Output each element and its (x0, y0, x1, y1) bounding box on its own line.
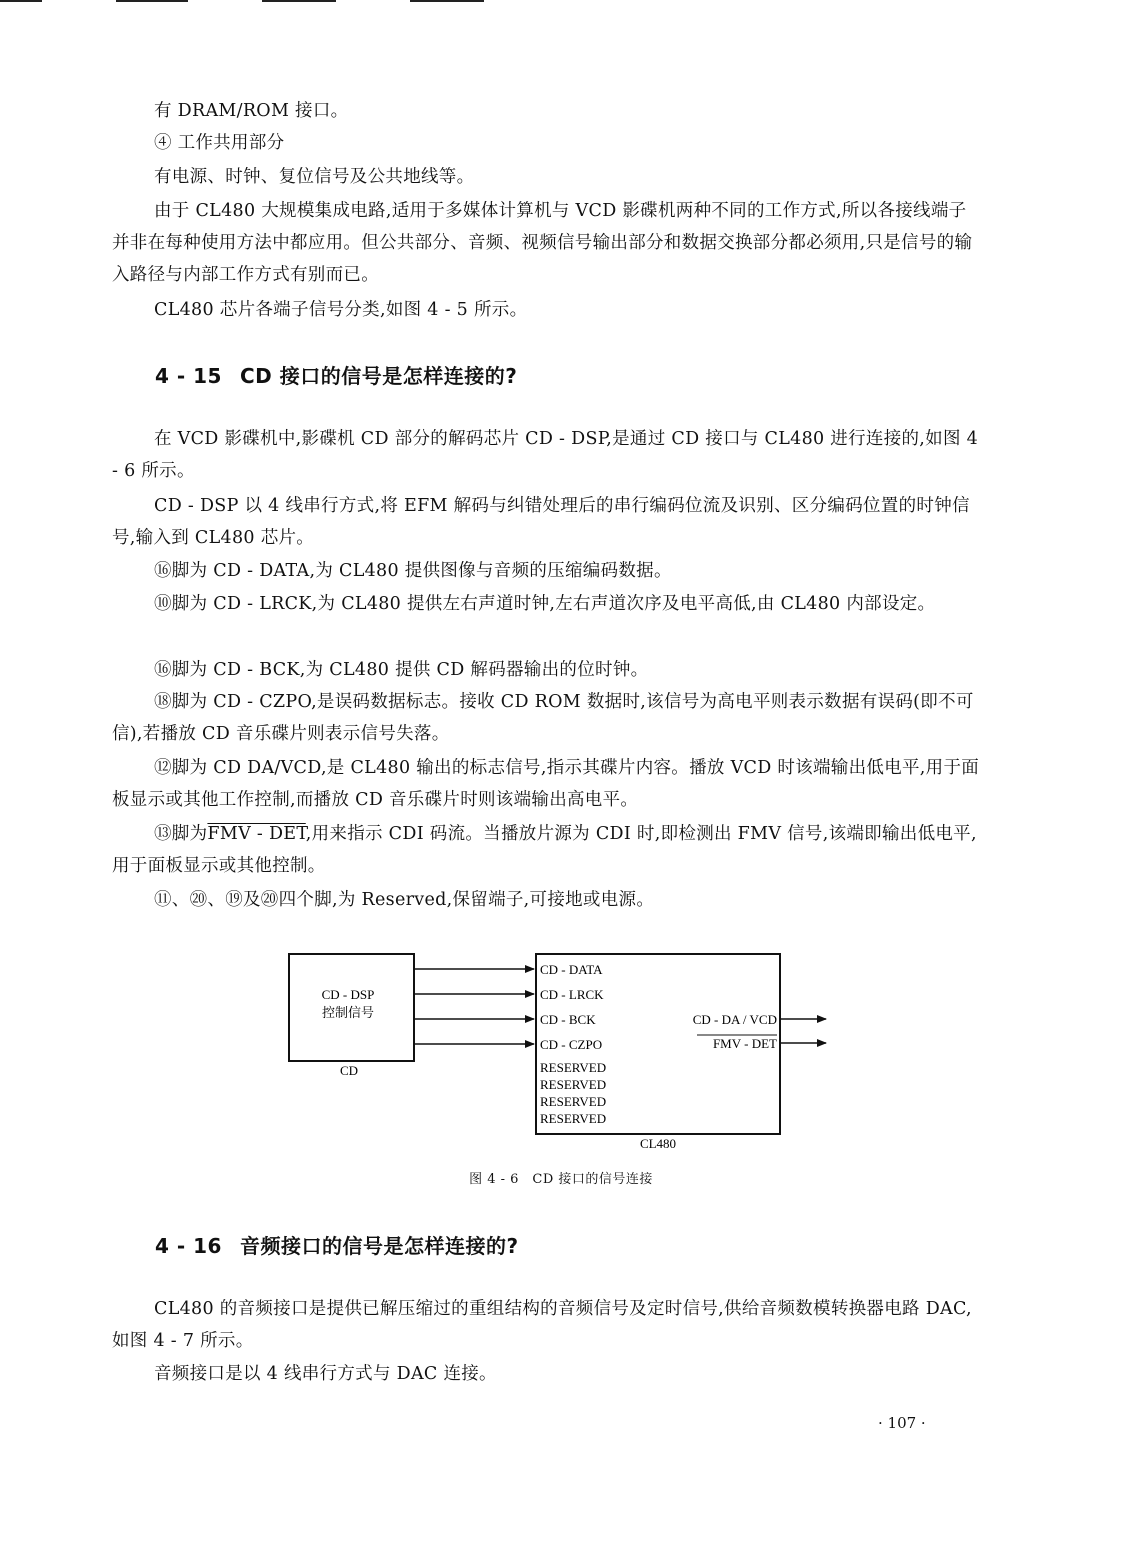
paragraph: CL480 的音频接口是提供已解压缩过的重组结构的音频信号及定时信号,供给音频数模转换器电路 DAC,如图 4 - 7 所示。 (112, 1299, 972, 1351)
paragraph: ⑯脚为 CD - BCK,为 CL480 提供 CD 解码器输出的位时钟。 (154, 660, 649, 680)
pin-cd-data: CD - DATA (540, 962, 603, 977)
pin-reserved: RESERVED (540, 1111, 607, 1126)
paragraph: 在 VCD 影碟机中,影碟机 CD 部分的解码芯片 CD - DSP,是通过 CD 接口与 CL480 进行连接的,如图 4 - 6 所示。 (112, 429, 979, 481)
control-signal-label: 控制信号 (321, 1005, 375, 1020)
pin-cd-da-vcd: CD - DA / VCD (692, 1012, 777, 1027)
page-number: · 107 · (878, 1414, 926, 1432)
paragraph: 有电源、时钟、复位信号及公共地线等。 (154, 167, 475, 187)
pin-reserved: RESERVED (540, 1060, 607, 1075)
cd-dsp-label: CD - DSP (321, 987, 375, 1002)
section-heading-4-15 (155, 360, 517, 389)
paragraph: ⑩脚为 CD - LRCK,为 CL480 提供左右声道时钟,左右声道次序及电平高低,由 CL480 内部设定。 (154, 594, 936, 614)
text-run: ⑬脚为 (154, 824, 208, 844)
section-heading-4-16 (155, 1230, 519, 1259)
section-number: 4 - 16 (155, 1234, 222, 1258)
cl480-box (536, 954, 780, 1134)
cd-dsp-box (289, 954, 414, 1061)
pin-fmv-det: FMV - DET (712, 1036, 777, 1051)
paragraph: ⑯脚为 CD - DATA,为 CL480 提供图像与音频的压缩编码数据。 (154, 561, 672, 581)
paragraph: ⑪、⑳、⑲及⑳四个脚,为 Reserved,保留端子,可接地或电源。 (154, 890, 655, 910)
paragraph: 音频接口是以 4 线串行方式与 DAC 连接。 (154, 1364, 497, 1384)
pin-reserved: RESERVED (540, 1094, 607, 1109)
pin-reserved: RESERVED (540, 1077, 607, 1092)
paragraph: ⑱脚为 CD - CZPO,是误码数据标志。接收 CD ROM 数据时,该信号为高电平则表示数据有误码(即不可信),若播放 CD 音乐碟片则表示信号失落。 (112, 692, 974, 744)
cl480-label: CL480 (639, 1136, 677, 1151)
text-run: ,用来指示 CDI 码流。当播放片源为 CDI 时,即检测出 FMV 信号,该端即输出低电平,用于面板显示或其他控制。 (112, 824, 977, 876)
figure-caption: 图 4 - 6 CD 接口的信号连接 (469, 1172, 653, 1187)
paragraph: 有 DRAM/ROM 接口。 (154, 101, 349, 121)
overlined-signal: FMV - DET (207, 824, 306, 844)
paragraph (112, 818, 980, 882)
section-number: 4 - 15 (155, 364, 222, 388)
pin-cd-czpo: CD - CZPO (540, 1037, 603, 1052)
pin-cd-lrck: CD - LRCK (540, 987, 604, 1002)
paragraph: CD - DSP 以 4 线串行方式,将 EFM 解码与纠错处理后的串行编码位流及识别、区分编码位置的时钟信号,输入到 CL480 芯片。 (112, 496, 970, 548)
paragraph: ⑫脚为 CD DA/VCD,是 CL480 输出的标志信号,指示其碟片内容。播放 VCD 时该端输出低电平,用于面板显示或其他工作控制,而播放 CD 音乐碟片时则该端输出高电平。 (112, 758, 980, 810)
top-rule-1 (0, 0, 42, 2)
top-rule-2 (116, 0, 188, 2)
paragraph: 由于 CL480 大规模集成电路,适用于多媒体计算机与 VCD 影碟机两种不同的工作方式,所以各接线端子并非在每种使用方法中都应用。但公共部分、音频、视频信号输出部分和数据交换部分都必须用,只是信号的输入路径与内部工作方式有别而已。 (112, 201, 973, 285)
section-title: 音频接口的信号是怎样连接的? (239, 1234, 519, 1258)
paragraph: CL480 芯片各端子信号分类,如图 4 - 5 所示。 (154, 300, 528, 320)
list-item-heading: ④ 工作共用部分 (154, 133, 285, 153)
top-rule-4 (410, 0, 484, 2)
top-rule-3 (262, 0, 336, 2)
section-title: CD 接口的信号是怎样连接的? (239, 364, 518, 388)
cd-label: CD (339, 1063, 359, 1078)
pin-cd-bck: CD - BCK (540, 1012, 596, 1027)
